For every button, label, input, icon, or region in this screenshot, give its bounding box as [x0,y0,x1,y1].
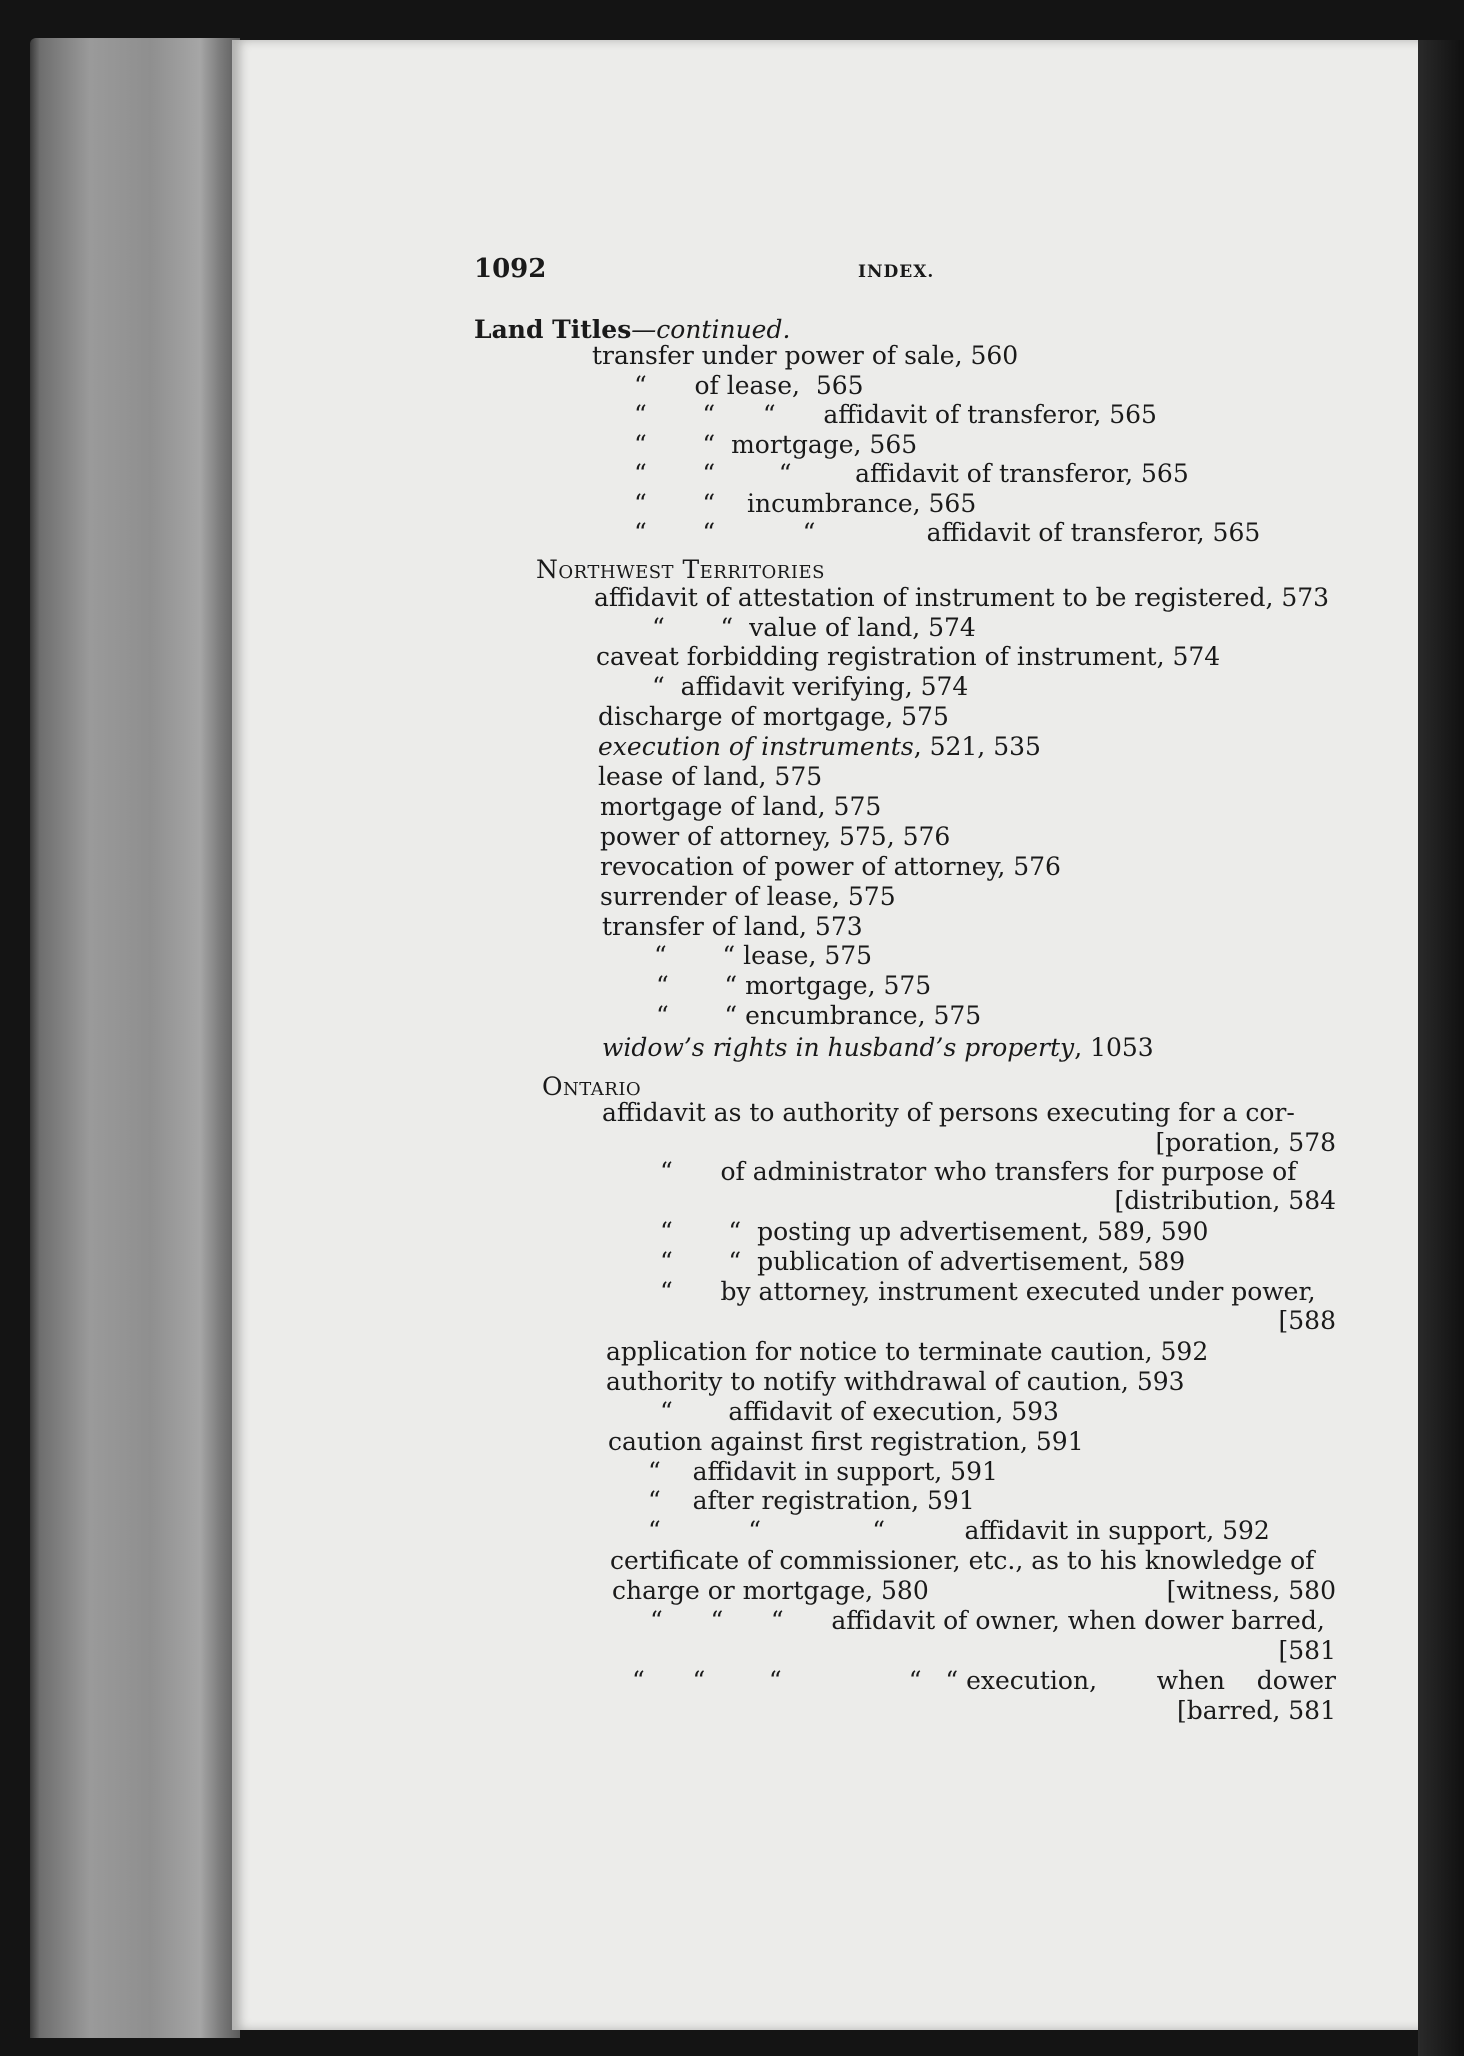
index-entry: caveat forbidding registration of instrument, 574 [596,642,1221,671]
index-entry [598,732,1041,762]
index-entry: revocation of power of attorney, 576 [600,852,1061,881]
index-entry: “ “ value of land, 574 [652,613,976,642]
index-entry-continuation: when dower [1156,1666,1336,1695]
index-entry: “ “ “ affidavit of transferor, 565 [634,518,1261,547]
index-entry: power of attorney, 575, 576 [600,822,951,851]
index-entry: “ “ “ “ “ execution, [632,1666,1098,1695]
section-heading: Ontario [542,1072,642,1101]
index-entry-continuation: [barred, 581 [1177,1696,1336,1725]
index-entry: lease of land, 575 [598,762,823,791]
index-entry: surrender of lease, 575 [600,882,896,911]
index-entry: “ “ lease, 575 [654,941,873,970]
index-entry: affidavit as to authority of persons executing for a cor- [602,1098,1295,1127]
index-entry: “ “ “ affidavit of transferor, 565 [634,400,1157,429]
index-entry: mortgage of land, 575 [600,792,882,821]
index-entry-continuation: [distribution, 584 [1114,1186,1336,1215]
index-entry: transfer under power of sale, 560 [592,341,1019,370]
index-entry: “ affidavit verifying, 574 [652,672,969,701]
section-heading: Northwest Territories [536,555,825,584]
index-entry: transfer of land, 573 [602,912,863,941]
page-number: 1092 [474,254,547,284]
index-entry: “ “ “ affidavit of transferor, 565 [634,459,1189,488]
heading-term: Land Titles [474,315,632,344]
index-entry-continuation: [poration, 578 [1155,1128,1336,1157]
entry-pages: , 521, 535 [913,732,1041,761]
index-entry: “ of lease, 565 [634,371,864,400]
index-entry-continuation: [581 [1278,1636,1336,1665]
index-entry: affidavit of attestation of instrument to be registered, 573 [594,583,1330,612]
index-entry: “ “ posting up advertisement, 589, 590 [660,1217,1209,1246]
heading-continued: —continued. [631,315,791,344]
index-entry: “ “ incumbrance, 565 [634,489,977,518]
index-entry: “ affidavit of execution, 593 [660,1397,1059,1426]
index-entry: “ “ publication of advertisement, 589 [660,1247,1186,1276]
index-entry-continuation: [588 [1278,1306,1336,1335]
index-entry: certificate of commissioner, etc., as to his knowledge of [610,1546,1315,1575]
index-entry: charge or mortgage, 580 [612,1576,929,1605]
index-entry: “ “ “ affidavit of owner, when dower barred, [650,1606,1325,1635]
entry-italic: execution of instruments [598,732,914,761]
index-entry: authority to notify withdrawal of caution, 593 [606,1367,1185,1396]
index-entry: “ “ encumbrance, 575 [656,1001,982,1030]
running-head: INDEX. [858,262,935,282]
index-entry: discharge of mortgage, 575 [598,702,949,731]
index-entry: application for notice to terminate caution, 592 [606,1337,1209,1366]
index-entry: “ of administrator who transfers for purpose of [660,1157,1297,1186]
index-entry: caution against first registration, 591 [608,1427,1084,1456]
index-entry: “ “ “ affidavit in support, 592 [648,1516,1270,1545]
index-entry: “ after registration, 591 [648,1486,975,1515]
index-entry: “ “ mortgage, 565 [634,430,918,459]
entry-pages: , 1053 [1074,1033,1154,1062]
index-entry: “ by attorney, instrument executed under power, [660,1277,1316,1306]
index-entry-continuation: [witness, 580 [1166,1576,1336,1605]
index-entry: “ “ mortgage, 575 [656,971,932,1000]
entry-italic: widow’s rights in husband’s property [602,1033,1075,1062]
index-entry [602,1033,1154,1063]
index-entry: “ affidavit in support, 591 [648,1457,998,1486]
